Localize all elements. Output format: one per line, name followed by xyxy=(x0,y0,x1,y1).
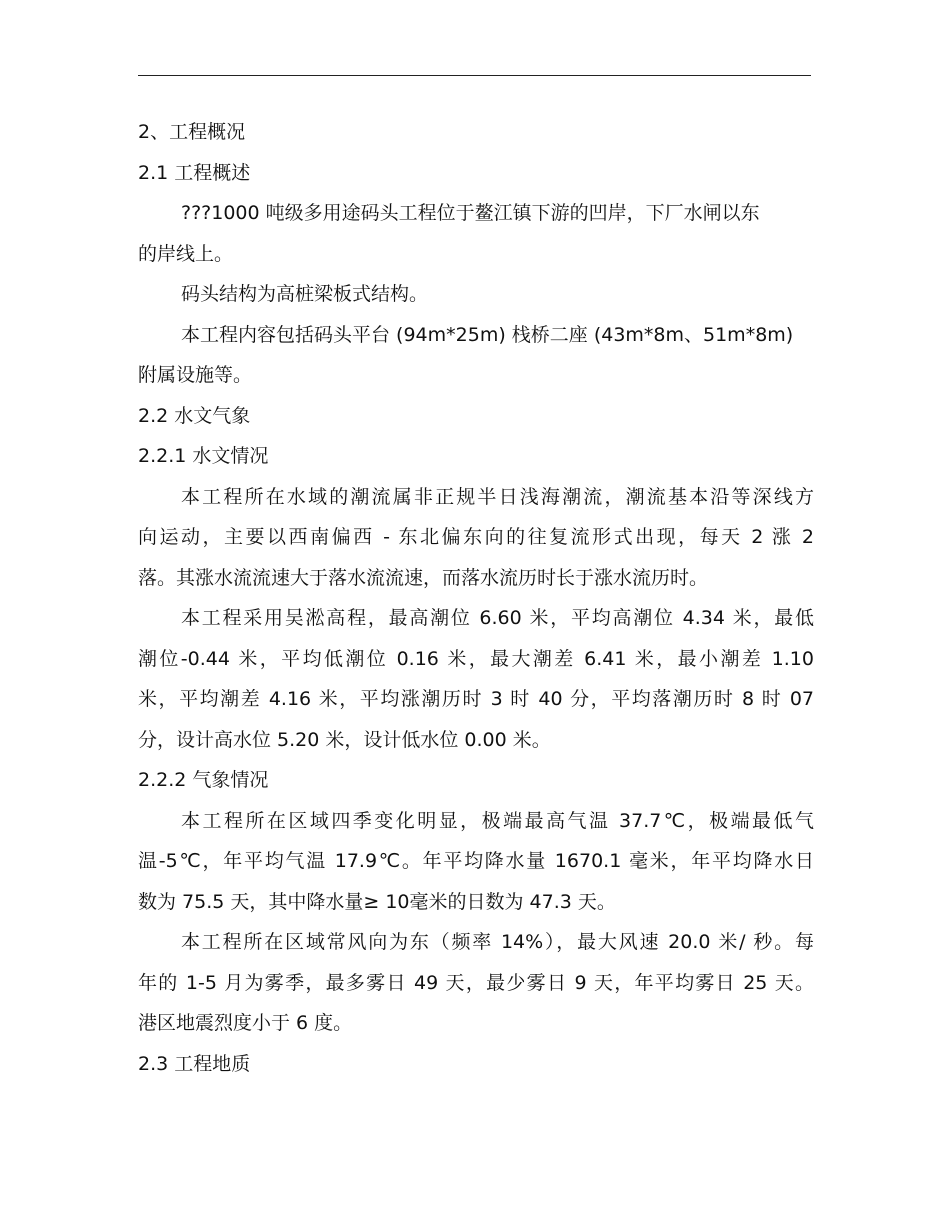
paragraph-line: 附属设施等。 xyxy=(138,364,253,386)
paragraph-line: 本工程内容包括码头平台 (94m*25m) 栈桥二座 (43m*8m、51m*8m) xyxy=(181,323,794,346)
paragraph-line: ???1000 吨级多用途码头工程位于鳌江镇下游的凹岸，下厂水闸以东 xyxy=(181,202,760,224)
heading-section-2-3: 2.3 工程地质 xyxy=(138,1052,251,1075)
document-body xyxy=(138,112,814,1084)
paragraph-line: 本工程采用吴淞高程，最高潮位 6.60 米，平均高潮位 4.34 米，最低 xyxy=(181,607,814,629)
header-rule xyxy=(138,75,811,76)
paragraph-line: 码头结构为高桩梁板式结构。 xyxy=(181,283,429,305)
paragraph-line: 的岸线上。 xyxy=(138,242,234,265)
paragraph-line: 本工程所在区域四季变化明显，极端最高气温 37.7℃，极端最低气 xyxy=(181,809,814,832)
paragraph-line: 年的 1-5 月为雾季，最多雾日 49 天，最少雾日 9 天，年平均雾日 25 天。 xyxy=(138,971,814,994)
paragraph-line: 向运动，主要以西南偏西 - 东北偏东向的往复流形式出现，每天 2 涨 2 xyxy=(138,526,814,548)
heading-section-2-2: 2.2 水文气象 xyxy=(138,404,251,427)
paragraph-line: 数为 75.5 天，其中降水量≥ 10毫米的日数为 47.3 天。 xyxy=(138,890,616,913)
heading-section-2: 2、工程概况 xyxy=(138,121,246,143)
paragraph-line: 本工程所在区域常风向为东（频率 14%），最大风速 20.0 米/ 秒。每 xyxy=(181,931,814,953)
paragraph-line: 分，设计高水位 5.20 米，设计低水位 0.00 米。 xyxy=(138,728,551,751)
heading-section-2-1: 2.1 工程概述 xyxy=(138,161,251,184)
paragraph-line: 本工程所在水域的潮流属非正规半日浅海潮流，潮流基本沿等深线方 xyxy=(181,485,814,508)
paragraph-line: 港区地震烈度小于 6 度。 xyxy=(138,1012,353,1034)
paragraph-line: 温-5℃，年平均气温 17.9℃。年平均降水量 1670.1 毫米，年平均降水日 xyxy=(138,850,814,872)
heading-section-2-2-1: 2.2.1 水文情况 xyxy=(138,445,269,467)
heading-section-2-2-2: 2.2.2 气象情况 xyxy=(138,769,269,791)
paragraph-line: 潮位-0.44 米，平均低潮位 0.16 米，最大潮差 6.41 米，最小潮差 1.10 xyxy=(138,647,814,670)
paragraph-line: 落。其涨水流流速大于落水流流速，而落水流历时长于涨水流历时。 xyxy=(138,566,709,589)
paragraph-line: 米，平均潮差 4.16 米，平均涨潮历时 3 时 40 分，平均落潮历时 8 时 07 xyxy=(138,688,814,710)
